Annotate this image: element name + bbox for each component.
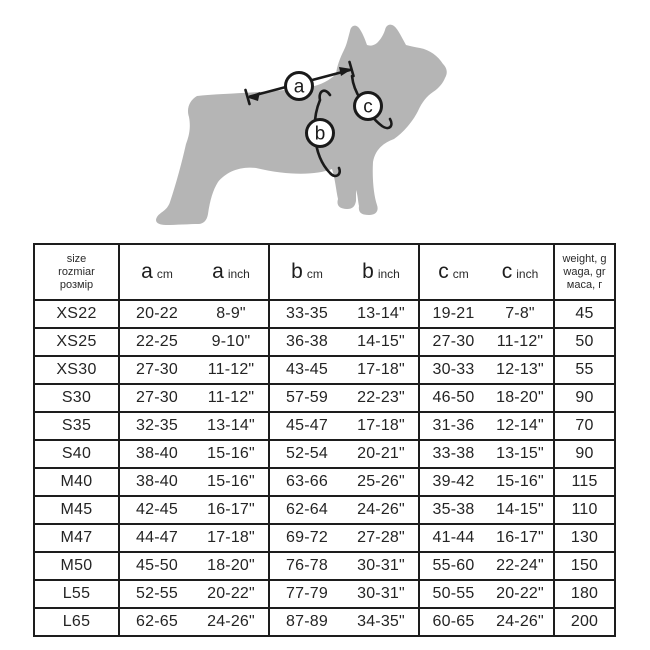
size-cell: XS22 xyxy=(34,300,119,328)
c-inch-cell: 24-26" xyxy=(487,608,554,636)
header-weight-line-ua: маса, г xyxy=(566,278,603,291)
weight-cell: 70 xyxy=(554,412,615,440)
header-c-cm: c cm xyxy=(419,244,487,300)
header-c-inch: c inch xyxy=(487,244,554,300)
c-inch-cell: 15-16" xyxy=(487,468,554,496)
header-size-line-ua: розмір xyxy=(59,278,94,291)
c-inch-cell: 11-12" xyxy=(487,328,554,356)
table-header-row xyxy=(34,244,615,300)
b-inch-cell: 34-35" xyxy=(344,608,419,636)
b-inch-cell: 22-23" xyxy=(344,384,419,412)
a-inch-cell: 11-12" xyxy=(194,356,269,384)
size-cell: XS30 xyxy=(34,356,119,384)
table-row xyxy=(34,412,615,440)
table-row xyxy=(34,552,615,580)
b-inch-cell: 24-26" xyxy=(344,496,419,524)
a-inch-cell: 9-10" xyxy=(194,328,269,356)
b-cm-cell: 87-89 xyxy=(269,608,344,636)
table-row xyxy=(34,580,615,608)
marker-b-label: b xyxy=(314,123,326,145)
b-cm-cell: 63-66 xyxy=(269,468,344,496)
b-inch-cell: 30-31" xyxy=(344,580,419,608)
c-cm-cell: 33-38 xyxy=(419,440,487,468)
dog-silhouette xyxy=(156,25,447,225)
c-cm-cell: 50-55 xyxy=(419,580,487,608)
a-inch-cell: 11-12" xyxy=(194,384,269,412)
b-inch-cell: 13-14" xyxy=(344,300,419,328)
weight-cell: 55 xyxy=(554,356,615,384)
c-inch-cell: 12-14" xyxy=(487,412,554,440)
c-inch-cell: 12-13" xyxy=(487,356,554,384)
a-inch-cell: 18-20" xyxy=(194,552,269,580)
c-inch-cell: 13-15" xyxy=(487,440,554,468)
size-cell: S40 xyxy=(34,440,119,468)
a-cm-cell: 20-22 xyxy=(119,300,194,328)
a-inch-cell: 15-16" xyxy=(194,440,269,468)
table-row xyxy=(34,468,615,496)
b-cm-cell: 33-35 xyxy=(269,300,344,328)
size-cell: M47 xyxy=(34,524,119,552)
b-cm-cell: 69-72 xyxy=(269,524,344,552)
c-inch-cell: 7-8" xyxy=(487,300,554,328)
c-cm-cell: 35-38 xyxy=(419,496,487,524)
table-row xyxy=(34,328,615,356)
weight-cell: 130 xyxy=(554,524,615,552)
b-cm-cell: 62-64 xyxy=(269,496,344,524)
size-cell: M40 xyxy=(34,468,119,496)
weight-cell: 50 xyxy=(554,328,615,356)
c-inch-cell: 14-15" xyxy=(487,496,554,524)
a-cm-cell: 52-55 xyxy=(119,580,194,608)
c-inch-cell: 16-17" xyxy=(487,524,554,552)
weight-cell: 110 xyxy=(554,496,615,524)
c-cm-cell: 41-44 xyxy=(419,524,487,552)
dog-measurement-diagram xyxy=(0,0,650,240)
a-cm-cell: 27-30 xyxy=(119,384,194,412)
b-inch-cell: 25-26" xyxy=(344,468,419,496)
weight-cell: 150 xyxy=(554,552,615,580)
weight-cell: 180 xyxy=(554,580,615,608)
header-a-cm: a cm xyxy=(119,244,194,300)
size-cell: M45 xyxy=(34,496,119,524)
table-row xyxy=(34,524,615,552)
a-cm-cell: 38-40 xyxy=(119,440,194,468)
b-cm-cell: 43-45 xyxy=(269,356,344,384)
a-inch-cell: 15-16" xyxy=(194,468,269,496)
b-cm-cell: 77-79 xyxy=(269,580,344,608)
table-row xyxy=(34,440,615,468)
c-cm-cell: 27-30 xyxy=(419,328,487,356)
weight-cell: 90 xyxy=(554,440,615,468)
table-row xyxy=(34,384,615,412)
b-cm-cell: 36-38 xyxy=(269,328,344,356)
header-size-line-pl: rozmiar xyxy=(58,265,95,278)
b-cm-cell: 76-78 xyxy=(269,552,344,580)
a-cm-cell: 27-30 xyxy=(119,356,194,384)
c-cm-cell: 30-33 xyxy=(419,356,487,384)
c-cm-cell: 60-65 xyxy=(419,608,487,636)
header-size xyxy=(34,244,119,300)
table-row xyxy=(34,300,615,328)
header-weight xyxy=(554,244,615,300)
b-cm-cell: 52-54 xyxy=(269,440,344,468)
header-weight-line-pl: waga, gr xyxy=(563,265,606,278)
size-cell: L55 xyxy=(34,580,119,608)
table-row xyxy=(34,496,615,524)
size-cell: L65 xyxy=(34,608,119,636)
b-inch-cell: 20-21" xyxy=(344,440,419,468)
size-cell: XS25 xyxy=(34,328,119,356)
header-b-inch: b inch xyxy=(344,244,419,300)
a-cm-cell: 22-25 xyxy=(119,328,194,356)
a-inch-cell: 13-14" xyxy=(194,412,269,440)
a-cm-cell: 42-45 xyxy=(119,496,194,524)
b-inch-cell: 27-28" xyxy=(344,524,419,552)
b-inch-cell: 17-18" xyxy=(344,356,419,384)
marker-a-label: a xyxy=(293,76,305,98)
table-row xyxy=(34,608,615,636)
marker-c-label: c xyxy=(363,96,373,118)
c-cm-cell: 55-60 xyxy=(419,552,487,580)
table-row xyxy=(34,356,615,384)
a-cm-cell: 44-47 xyxy=(119,524,194,552)
weight-cell: 115 xyxy=(554,468,615,496)
header-weight-line-en: weight, g xyxy=(562,252,607,265)
a-cm-cell: 62-65 xyxy=(119,608,194,636)
a-inch-cell: 17-18" xyxy=(194,524,269,552)
a-cm-cell: 38-40 xyxy=(119,468,194,496)
a-inch-cell: 24-26" xyxy=(194,608,269,636)
c-cm-cell: 19-21 xyxy=(419,300,487,328)
b-inch-cell: 30-31" xyxy=(344,552,419,580)
c-inch-cell: 18-20" xyxy=(487,384,554,412)
size-table xyxy=(33,243,616,637)
weight-cell: 200 xyxy=(554,608,615,636)
a-inch-cell: 20-22" xyxy=(194,580,269,608)
a-cm-cell: 45-50 xyxy=(119,552,194,580)
size-cell: M50 xyxy=(34,552,119,580)
b-inch-cell: 14-15" xyxy=(344,328,419,356)
size-cell: S30 xyxy=(34,384,119,412)
header-b-cm: b cm xyxy=(269,244,344,300)
header-size-line-en: size xyxy=(66,252,87,265)
c-cm-cell: 46-50 xyxy=(419,384,487,412)
weight-cell: 90 xyxy=(554,384,615,412)
weight-cell: 45 xyxy=(554,300,615,328)
b-inch-cell: 17-18" xyxy=(344,412,419,440)
c-cm-cell: 31-36 xyxy=(419,412,487,440)
b-cm-cell: 45-47 xyxy=(269,412,344,440)
a-inch-cell: 8-9" xyxy=(194,300,269,328)
header-a-inch: a inch xyxy=(194,244,269,300)
c-inch-cell: 22-24" xyxy=(487,552,554,580)
c-cm-cell: 39-42 xyxy=(419,468,487,496)
c-inch-cell: 20-22" xyxy=(487,580,554,608)
size-cell: S35 xyxy=(34,412,119,440)
b-cm-cell: 57-59 xyxy=(269,384,344,412)
a-inch-cell: 16-17" xyxy=(194,496,269,524)
a-cm-cell: 32-35 xyxy=(119,412,194,440)
